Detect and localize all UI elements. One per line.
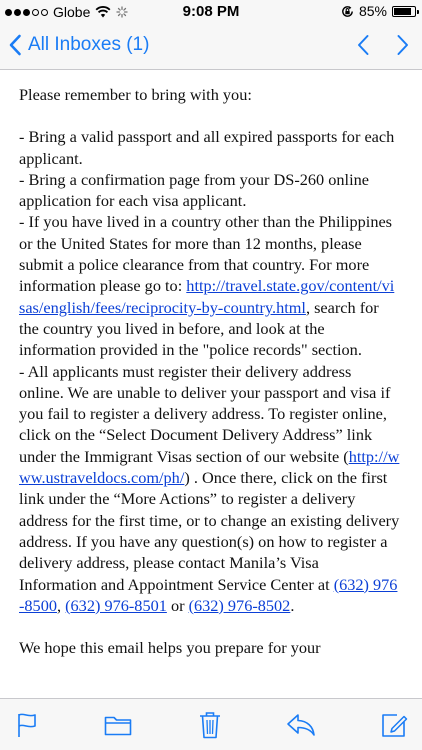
email-item-confirmation: - Bring a confirmation page from your DS-260 online application for each visa applicant. [19,169,369,211]
email-item-police-clearance [19,211,400,360]
back-to-inboxes-button[interactable] [8,34,149,56]
delivery-text-before-link: - All applicants must register their delivery address online. We are unable to deliver your passport and visa if you fail to register a delivery address. To register online, click on the “Select Document Delivery Address” link under the Immigrant Visas section of our website ( [19,361,391,466]
reciprocity-link[interactable]: http://travel.state.gov/content/visas/english/fees/reciprocity-by-country.html [19,276,395,317]
reply-button[interactable] [286,710,316,740]
folder-icon [104,714,132,736]
status-time: 9:08 PM [182,3,240,20]
delivery-text-middle: ) . Once there, click on the first link under the “More Actions” to register a delivery address for the first time, or to change an existing delivery address. If you have any question(s) on how to register a delivery address, please contact Manila’s Visa Information and Appointment Service Center at [19,468,400,594]
delete-button[interactable] [195,710,225,740]
email-closing: We hope this email helps you prepare for your [19,638,321,658]
phone-link-3[interactable]: (632) 976-8502 [188,595,291,615]
police-text-after-link: , search for the country you lived in before, and look at the information provided in the "police records" section. [19,297,379,360]
delivery-text-end: . [290,595,295,615]
email-body [0,70,422,658]
paragraph-gap [19,105,400,126]
flag-button[interactable] [12,710,42,740]
email-content[interactable] [0,70,422,698]
battery-percent: 85% [358,3,387,19]
status-right [341,3,416,19]
bottom-toolbar [0,698,422,750]
battery-icon [392,6,416,17]
battery-level-fill [394,8,411,15]
chevron-left-icon [8,34,22,56]
phone-separator-1: , [56,595,66,615]
compose-icon [380,711,408,739]
paragraph-gap [19,616,400,637]
ustraveldocs-link[interactable]: http://www.ustraveldocs.com/ph/ [19,446,400,488]
email-intro: Please remember to bring with you: [19,85,252,104]
back-button-label: All Inboxes (1) [28,34,150,55]
message-navigation [356,34,410,56]
orientation-lock-icon [341,5,354,18]
navigation-bar [0,24,422,70]
trash-icon [199,711,221,739]
move-to-folder-button[interactable] [103,710,133,740]
carrier-name: Globe [53,4,91,20]
next-message-chevron-icon[interactable] [396,34,410,56]
previous-message-chevron-icon[interactable] [356,34,370,56]
email-item-delivery-address [19,361,400,617]
flag-icon [16,712,38,738]
email-item-passport: - Bring a valid passport and all expired passports for each applicant. [19,127,395,168]
reply-icon [286,713,316,737]
phone-link-2[interactable]: (632) 976-8501 [65,595,167,615]
phone-separator-2: or [166,595,189,615]
status-bar [0,0,422,24]
police-text-before-link: - If you have lived in a country other than the Philippines or the United States for more than 12 months, please submit a police clearance from that country. For more information please go to: [19,212,393,296]
phone-link-1[interactable]: (632) 976-8500 [19,574,398,615]
compose-button[interactable] [379,710,409,740]
